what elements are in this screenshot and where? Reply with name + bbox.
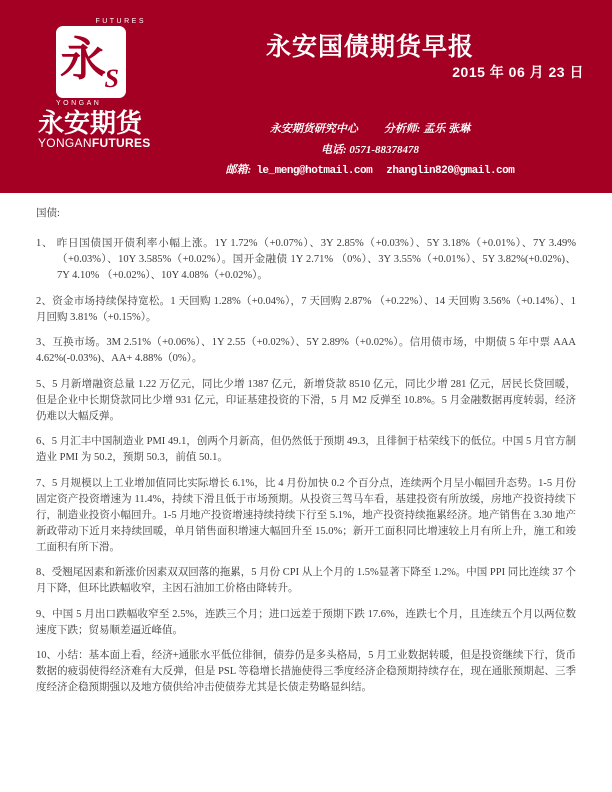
email-label: 邮箱:	[225, 164, 252, 176]
report-body	[0, 193, 612, 696]
contact-line-analysts	[110, 119, 612, 140]
phone-label: 电话: 0571-88378478	[320, 143, 420, 156]
report-date: 2015 年 06 月 23 日	[452, 64, 584, 80]
analysts-label: 分析师: 孟乐 张琳	[383, 123, 471, 135]
research-center-label: 永安期货研究中心	[269, 123, 358, 135]
report-title: 永安国债期货早报	[265, 33, 474, 61]
contact-line-email	[110, 160, 612, 182]
report-item: 10、小结：基本面上看，经济+通胀水平低位徘徊，债券仍是多头格局，5 月工业数据转暖，但是投资继续下行，货币数据的疲弱使得经济难有大反弹，但是 PSL 等稳增长措施使得三季度经济企稳预期持续存在，现在通胀预期起、三季度经济企稳预期强以及地方债供给冲击使债券尤其是长债走势略显纠结。	[36, 650, 576, 693]
report-item: 8、受翘尾因素和新涨价因素双双回落的拖累，5 月份 CPI 从上个月的 1.5%显著下降至 1.2%。中国 PPI 同比连续 37 个月下降，但环比跌幅收窄，主因石油加工价格由降转升。	[36, 567, 576, 594]
stamp-glyph-s: S	[104, 64, 119, 93]
contact-line-phone	[110, 140, 612, 161]
report-item: 6、5 月汇丰中国制造业 PMI 49.1，创两个月新高，但仍然低于预期 49.3，且徘徊于枯荣线下的低位。中国 5 月官方制造业 PMI 为 50.2，预期 50.3，前值 50.1。	[36, 436, 576, 463]
report-item: 1、 昨日国债国开债利率小幅上涨。1Y 1.72%（+0.07%）、3Y 2.85%（+0.03%）、5Y 3.18%（+0.01%）、7Y 3.49%（+0.03%）、10Y 3.585%（+0.02%）。国开金融债 1Y 2.71% （0%）、3Y 3.55%（+0.01%）、5Y 3.82%(+0.02%)、 7Y 4.10% （+0.02%）、10Y 4.08%（+0.02%）。	[36, 238, 576, 281]
email-address-2: zhanglin820@gmail.com	[386, 165, 515, 177]
email-address-1: le_meng@hotmail.com	[256, 165, 373, 177]
stamp-glyph: 永	[60, 34, 106, 85]
report-header	[0, 0, 612, 193]
report-items	[36, 236, 576, 696]
logo-name-en-bold: FUTURES	[91, 136, 151, 150]
logo-name-cn: 永安期货	[38, 108, 143, 138]
report-item: 3、互换市场。3M 2.51%（+0.06%）、1Y 2.55（+0.02%）、5Y 2.89%（+0.02%）。信用债市场，中期债 5 年中票 AAA 4.62%(-0.03%)、AA+ 4.88%（0%）。	[36, 337, 576, 364]
section-label: 国债:	[36, 208, 60, 219]
report-item: 5、5 月新增融资总量 1.22 万亿元，同比少增 1387 亿元，新增贷款 8510 亿元，同比少增 281 亿元，居民长贷回暖，但是企业中长期贷款同比少增 931 亿元，印证基建投资的下滑，5 月 M2 反弹至 10.8%。5 月金融数据再度转弱，经济仍难以大幅反弹。	[36, 378, 576, 422]
yongan-stamp-icon	[56, 26, 126, 98]
logo-yongan-caption: YONGAN	[56, 100, 102, 107]
report-item: 7、5 月规模以上工业增加值同比实际增长 6.1%，比 4 月份加快 0.2 个百分点，连续两个月呈小幅回升态势。1-5 月份固定资产投资增速为 11.4%，持续下滑且低于市场预期。从投资三驾马车看，基建投资有所放缓，房地产投资持续下行，制造业投资小幅回升。1-5 月地产投资增速持续持续下行至 5.1%，地产投资持续拖累经济。地产销售在 3.30 地产新政带动下近月来持续回暖，单月销售面积增速大幅回升至 15.0%；新开工面积同比增速较上月有所上升，施工和竣工面积有所下滑。	[36, 477, 576, 553]
logo-name-en-light: YONGAN	[38, 136, 92, 150]
report-item: 9、中国 5 月出口跌幅收窄至 2.5%，连跌三个月；进口远差于预期下跌 17.6%，连跌七个月，且连续五个月以两位数速度下跌；贸易顺差逼近峰值。	[36, 608, 576, 636]
logo-futures-caption: FUTURES	[95, 18, 146, 25]
contact-block	[110, 119, 612, 182]
report-item: 2、资金市场持续保持宽松。1 天回购 1.28%（+0.04%），7 天回购 2.87% （+0.22%）、14 天回购 3.56%（+0.14%）、1 月回购 3.81%（+0.15%）。	[36, 295, 576, 323]
